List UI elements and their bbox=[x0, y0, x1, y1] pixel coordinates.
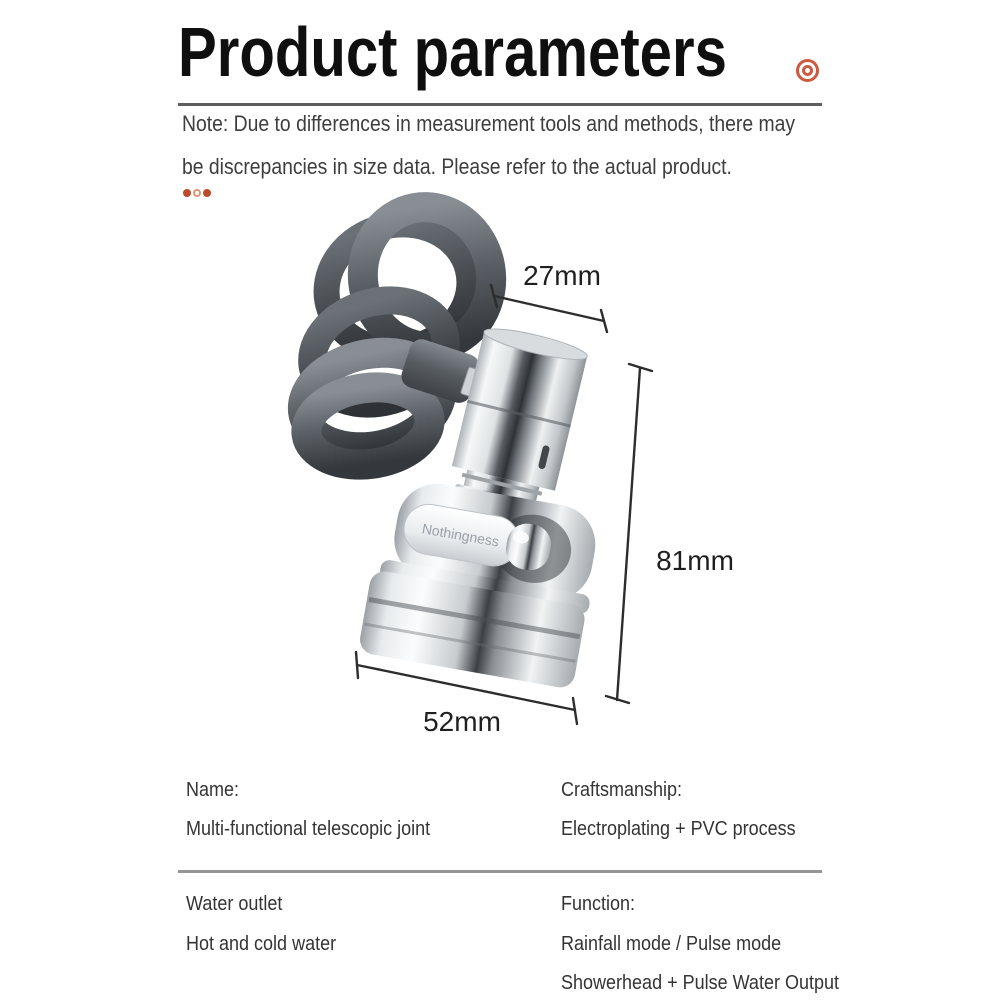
dot-filled-icon bbox=[203, 189, 211, 197]
pagination-dots bbox=[183, 189, 211, 197]
dimension-label-27mm: 27mm bbox=[523, 260, 601, 291]
note-text-line-2: be discrepancies in size data. Please refer to the actual product. bbox=[182, 154, 732, 179]
concentric-circles-icon-inner bbox=[802, 65, 813, 76]
spec-craftsmanship-value: Electroplating + PVC process bbox=[561, 818, 796, 840]
section-divider bbox=[178, 870, 822, 873]
title-divider bbox=[178, 103, 822, 106]
aerator-head bbox=[358, 475, 606, 690]
dimension-line-81mm bbox=[606, 364, 652, 703]
spec-function-value-2: Showerhead + Pulse Water Output bbox=[561, 972, 840, 994]
spec-function-label: Function: bbox=[561, 893, 636, 915]
spec-craftsmanship-label: Craftsmanship: bbox=[561, 779, 683, 801]
note-text-line-1: Note: Due to differences in measurement tools and methods, there may bbox=[182, 111, 796, 136]
spec-water-outlet-label: Water outlet bbox=[186, 893, 283, 915]
concentric-circles-icon bbox=[796, 59, 819, 82]
dimension-label-81mm: 81mm bbox=[656, 545, 734, 576]
dimension-line-27mm bbox=[491, 285, 607, 332]
page-title: Product parameters bbox=[178, 13, 727, 91]
spec-water-outlet-value: Hot and cold water bbox=[186, 933, 337, 955]
spec-name-value: Multi-functional telescopic joint bbox=[186, 818, 431, 840]
spec-function-value-1: Rainfall mode / Pulse mode bbox=[561, 933, 782, 955]
dimension-label-52mm: 52mm bbox=[423, 706, 501, 737]
spec-name-label: Name: bbox=[186, 779, 240, 801]
dot-outline-icon bbox=[193, 189, 201, 197]
dot-filled-icon bbox=[183, 189, 191, 197]
brand-engraving: Nothingness bbox=[420, 520, 501, 550]
